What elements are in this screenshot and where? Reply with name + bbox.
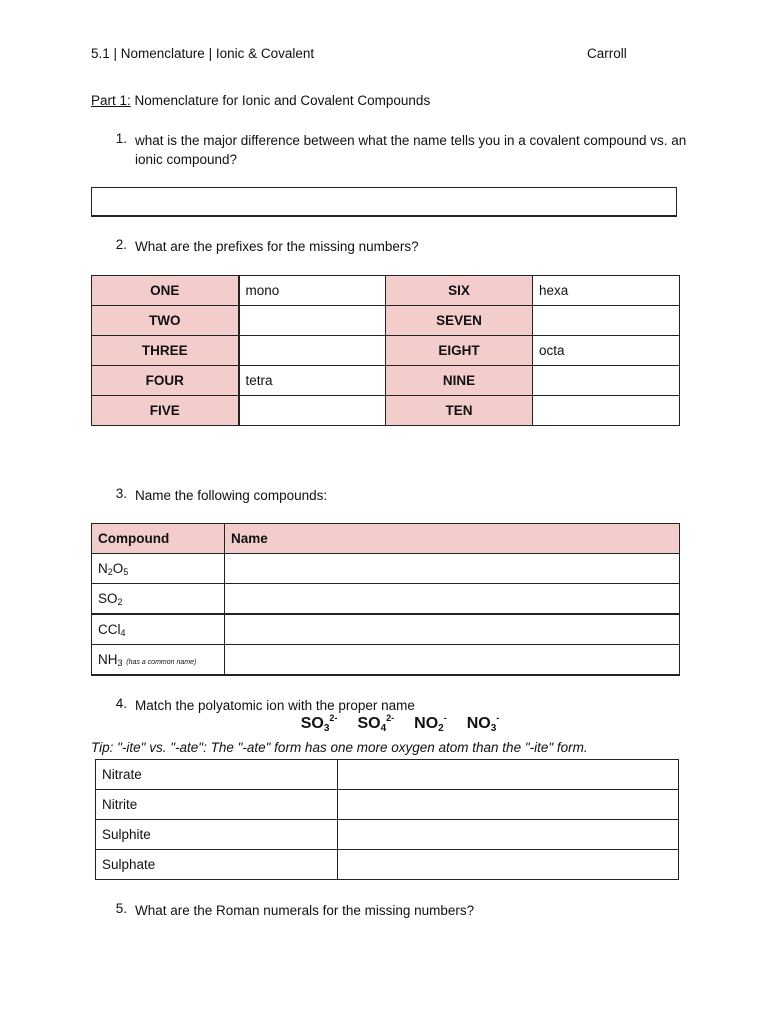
answer-box-q1[interactable]: [91, 187, 677, 217]
prefix-row: [92, 306, 680, 336]
polyatomic-ion: [467, 713, 500, 734]
name-column-header: Name: [225, 524, 680, 554]
ion-subscript: 3: [323, 723, 330, 734]
compound-column-header: Compound: [92, 524, 225, 554]
question-text: What are the Roman numerals for the missing numbers?: [135, 903, 475, 918]
polyatomic-ion: [357, 713, 394, 734]
question-text: Match the polyatomic ion with the proper name: [135, 698, 415, 713]
formula-note: (has a common name): [126, 658, 197, 666]
compound-row: [92, 554, 680, 584]
subscript: 3: [117, 657, 123, 668]
ion-charge: -: [496, 713, 500, 723]
subscript: 4: [120, 627, 126, 638]
question-text: What are the prefixes for the missing numbers?: [135, 239, 419, 254]
compound-formula: [92, 645, 225, 676]
prefix-row: [92, 366, 680, 396]
ion-base: NO: [466, 715, 491, 732]
ion-match-row: [96, 760, 679, 790]
ion-charge: -: [443, 713, 447, 723]
prefix-cell[interactable]: [239, 396, 386, 426]
question-number: 4.: [115, 696, 127, 711]
subscript: 5: [123, 566, 129, 577]
part-title: [91, 93, 430, 108]
subscript: 2: [107, 566, 113, 577]
header-author: Carroll: [587, 46, 627, 61]
part-heading: Nomenclature for Ionic and Covalent Compounds: [130, 93, 431, 108]
element-symbol: SO: [98, 590, 118, 606]
tip-text: Tip: "-ite" vs. "-ate": The "-ate" form has one more oxygen atom than the "-ite" form.: [91, 740, 588, 755]
number-label: THREE: [92, 336, 239, 366]
polyatomic-ion: [414, 713, 447, 734]
polyatomic-ion: [301, 713, 338, 734]
question-number: 5.: [115, 901, 127, 916]
prefix-cell[interactable]: [533, 366, 680, 396]
compound-formula: [92, 584, 225, 615]
question-number: 1.: [115, 131, 127, 146]
ion-base: NO: [414, 715, 439, 732]
ion-base: SO: [300, 715, 324, 732]
ion-charge: 2-: [329, 713, 338, 723]
compound-name-cell[interactable]: [225, 584, 680, 615]
prefix-cell[interactable]: [239, 336, 386, 366]
compound-formula: [92, 614, 225, 645]
number-label: SIX: [386, 276, 533, 306]
number-label: FOUR: [92, 366, 239, 396]
number-label: TWO: [92, 306, 239, 336]
compound-table: [91, 523, 680, 676]
number-label: NINE: [386, 366, 533, 396]
prefix-table: [91, 275, 680, 426]
prefix-cell[interactable]: [533, 396, 680, 426]
ion-name: Sulphate: [96, 850, 338, 880]
polyatomic-ion-list: [0, 713, 768, 734]
prefix-row: [92, 396, 680, 426]
ion-subscript: 3: [490, 723, 497, 734]
element-symbol: O: [112, 560, 124, 576]
element-symbol: CCl: [98, 621, 121, 637]
ion-answer-cell[interactable]: [338, 790, 679, 820]
ion-match-row: [96, 850, 679, 880]
question-number: 2.: [115, 237, 127, 252]
prefix-cell[interactable]: tetra: [239, 366, 386, 396]
compound-name-cell[interactable]: [225, 645, 680, 676]
question-number: 3.: [115, 486, 127, 501]
header-title: 5.1 | Nomenclature | Ionic & Covalent: [91, 46, 315, 61]
element-symbol: N: [98, 560, 108, 576]
number-label: ONE: [92, 276, 239, 306]
ion-answer-cell[interactable]: [338, 760, 679, 790]
number-label: EIGHT: [386, 336, 533, 366]
number-label: TEN: [386, 396, 533, 426]
ion-name: Nitrate: [96, 760, 338, 790]
ion-base: SO: [357, 715, 381, 732]
prefix-cell[interactable]: octa: [533, 336, 680, 366]
compound-row: [92, 645, 680, 676]
ion-match-row: [96, 820, 679, 850]
number-label: SEVEN: [386, 306, 533, 336]
prefix-cell[interactable]: [239, 306, 386, 336]
compound-name-cell[interactable]: [225, 614, 680, 645]
element-symbol: NH: [98, 651, 118, 667]
ion-subscript: 2: [438, 723, 444, 734]
prefix-row: [92, 276, 680, 306]
ion-charge: 2-: [386, 713, 395, 723]
ion-name: Sulphite: [96, 820, 338, 850]
prefix-row: [92, 336, 680, 366]
ion-subscript: 4: [380, 723, 387, 734]
compound-row: [92, 584, 680, 615]
question-text: what is the major difference between what the name tells you in a covalent compound vs. an ionic compound?: [135, 133, 687, 167]
prefix-cell[interactable]: mono: [239, 276, 386, 306]
ion-name: Nitrite: [96, 790, 338, 820]
compound-name-cell[interactable]: [225, 554, 680, 584]
ion-match-table: [95, 759, 679, 880]
ion-answer-cell[interactable]: [338, 850, 679, 880]
prefix-cell[interactable]: hexa: [533, 276, 680, 306]
compound-formula: [92, 554, 225, 584]
part-label: Part 1:: [91, 93, 131, 108]
ion-match-row: [96, 790, 679, 820]
subscript: 2: [117, 596, 123, 607]
compound-row: [92, 614, 680, 645]
question-text: Name the following compounds:: [135, 488, 328, 503]
number-label: FIVE: [92, 396, 239, 426]
ion-answer-cell[interactable]: [338, 820, 679, 850]
prefix-cell[interactable]: [533, 306, 680, 336]
